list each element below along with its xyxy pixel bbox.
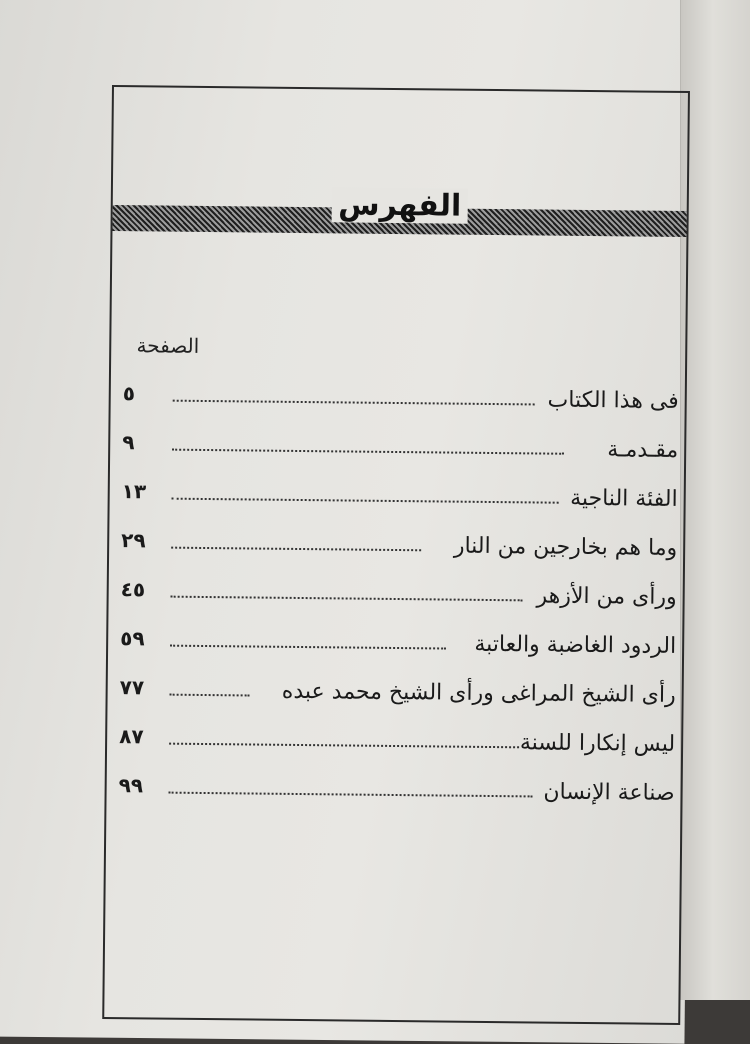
toc-entry-page: ٩ (122, 430, 135, 455)
toc-entry-label: مقـدمـة (607, 437, 679, 463)
toc-list (106, 381, 685, 828)
toc-entry-page: ٩٩ (118, 773, 144, 798)
toc-leader-dots (171, 594, 523, 602)
toc-leader-dots (173, 398, 535, 406)
toc-leader-dots (172, 447, 564, 455)
toc-entry[interactable] (109, 479, 683, 534)
toc-title-wrap (113, 185, 687, 226)
toc-entry-page: ٥ (122, 381, 136, 406)
toc-leader-dots (169, 790, 533, 798)
toc-leader-dots (172, 496, 559, 504)
toc-entry-page: ٨٧ (119, 724, 144, 749)
toc-entry[interactable] (110, 381, 684, 436)
toc-entry[interactable] (106, 773, 680, 828)
toc-entry-page: ١٣ (121, 479, 147, 504)
toc-entry-label: وما هم بخارجين من النار (453, 533, 678, 561)
toc-leader-dots (169, 741, 519, 749)
toc-title: الفهرس (332, 187, 467, 223)
toc-leader-dots (170, 643, 446, 650)
toc-entry[interactable] (107, 724, 681, 779)
toc-entry-label: رأى الشيخ المراغى ورأى الشيخ محمد عبده (281, 678, 676, 708)
toc-entry-page: ٧٧ (119, 675, 145, 700)
toc-entry[interactable] (108, 626, 682, 681)
facing-page-edge (680, 0, 750, 1000)
page-column-header: الصفحة (136, 333, 200, 358)
toc-entry-label: الفئة الناجية (570, 485, 678, 512)
toc-leader-dots (170, 692, 250, 697)
toc-entry-label: ورأى من الأزهر (536, 583, 677, 610)
toc-entry[interactable] (110, 430, 684, 485)
toc-entry-label: ليس إنكارا للسنة (519, 730, 676, 757)
toc-entry-label: فى هذا الكتاب (547, 387, 679, 414)
toc-entry-label: صناعة الإنسان (543, 779, 675, 806)
toc-leader-dots (171, 545, 421, 552)
toc-entry[interactable] (109, 528, 683, 583)
toc-entry-page: ٤٥ (120, 577, 146, 602)
toc-entry[interactable] (107, 675, 681, 730)
toc-entry-page: ٢٩ (121, 528, 146, 553)
toc-entry[interactable] (108, 577, 682, 632)
toc-entry-label: الردود الغاضبة والعاتبة (474, 631, 677, 659)
toc-entry-page: ٥٩ (120, 626, 145, 651)
page-frame (102, 85, 690, 1025)
